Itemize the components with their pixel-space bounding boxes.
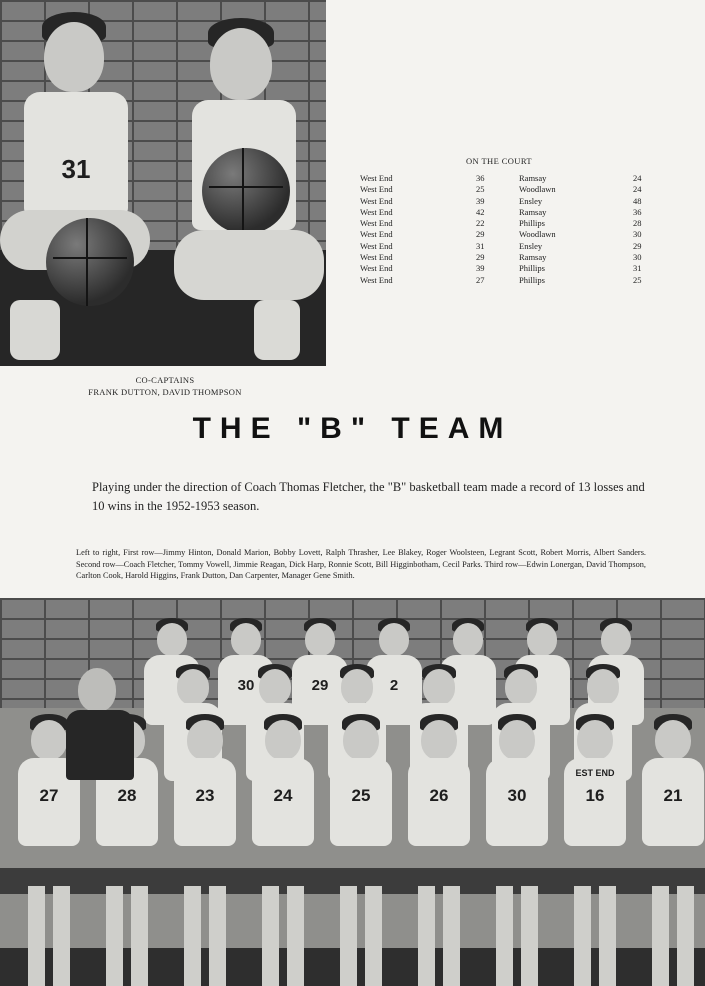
cocaptains-caption bbox=[70, 374, 260, 398]
opponent-name: Woodlawn bbox=[519, 184, 556, 195]
jersey-number: 29 bbox=[311, 677, 329, 695]
jersey-number: 27 bbox=[39, 785, 59, 805]
team-score: 29 bbox=[476, 229, 485, 240]
team-score: 39 bbox=[476, 195, 485, 206]
jersey-number: 16 bbox=[585, 785, 605, 805]
player-legs bbox=[28, 886, 70, 986]
team-score: 29 bbox=[476, 252, 485, 263]
team-player bbox=[560, 714, 632, 974]
team-score: 31 bbox=[476, 240, 485, 251]
jersey-number: 23 bbox=[195, 785, 215, 805]
opponent-score: 24 bbox=[633, 173, 642, 183]
coach-figure bbox=[66, 664, 136, 784]
team-player bbox=[404, 714, 476, 974]
opponent-name: Ramsay bbox=[519, 206, 547, 217]
score-row bbox=[360, 218, 660, 229]
score-row bbox=[360, 263, 660, 274]
score-row bbox=[360, 173, 660, 184]
opponent-name: Ramsay bbox=[519, 252, 547, 263]
cocaptains-photo bbox=[0, 0, 326, 366]
team-score: 39 bbox=[476, 263, 485, 274]
team-name: West End bbox=[360, 274, 393, 285]
team-player bbox=[482, 714, 554, 974]
jersey-number: 31 bbox=[61, 154, 91, 184]
player-legs bbox=[340, 886, 382, 986]
jersey-number: 30 bbox=[507, 785, 527, 805]
team-name: West End bbox=[360, 173, 393, 183]
opponent-name: Ensley bbox=[519, 195, 543, 206]
player-legs bbox=[496, 886, 538, 986]
team-score: 36 bbox=[476, 173, 485, 183]
opponent-name: Phillips bbox=[519, 274, 545, 285]
team-name: West End bbox=[360, 218, 393, 229]
jersey-number: 28 bbox=[117, 785, 137, 805]
score-row bbox=[360, 252, 660, 263]
score-row bbox=[360, 275, 660, 286]
team-score: 22 bbox=[476, 218, 485, 229]
team-name: West End bbox=[360, 184, 393, 195]
opponent-name: Woodlawn bbox=[519, 229, 556, 240]
scores-table bbox=[360, 173, 660, 286]
cocaptains-names: FRANK DUTTON, DAVID THOMPSON bbox=[88, 387, 242, 397]
team-name: West End bbox=[360, 240, 393, 251]
team-name: West End bbox=[360, 263, 393, 274]
opponent-score: 25 bbox=[633, 274, 642, 285]
jersey-number: 2 bbox=[389, 677, 399, 695]
opponent-score: 28 bbox=[633, 218, 642, 229]
basketball-icon bbox=[46, 218, 134, 306]
opponent-score: 48 bbox=[633, 195, 642, 206]
team-name: West End bbox=[360, 195, 393, 206]
player-legs bbox=[106, 886, 148, 986]
roster-caption: Left to right, First row—Jimmy Hinton, Donald Marion, Bobby Lovett, Ralph Thrasher, Lee Blakey, Roger Woolsteen, Legrant Scott, Robert Morris, Albert Sanders. Second row—Coach Fletcher, Tommy Vowell, Jimmie Reagan, Dick Harp, Ronnie Scott, Bill Higginbotham, Cecil Parks. Third row—Edwin Lonergan, David Thompson, Carlton Cook, Harold Higgins, Frank Dutton, Dan Carpenter, Manager Gene Smith. bbox=[76, 548, 646, 581]
opponent-score: 30 bbox=[633, 229, 642, 240]
team-name: West End bbox=[360, 252, 393, 263]
team-name: West End bbox=[360, 229, 393, 240]
score-row bbox=[360, 207, 660, 218]
team-player bbox=[170, 714, 242, 974]
basketball-icon bbox=[202, 148, 290, 234]
score-row bbox=[360, 184, 660, 195]
score-row bbox=[360, 241, 660, 252]
page-title: THE "B" TEAM bbox=[192, 412, 513, 445]
player-legs bbox=[652, 886, 694, 986]
opponent-score: 31 bbox=[633, 263, 642, 274]
team-player bbox=[248, 714, 320, 974]
intro-paragraph: Playing under the direction of Coach Thomas Fletcher, the "B" basketball team made a record of 13 losses and 10 wins in the 1952-1953 season. bbox=[92, 480, 645, 513]
jersey-number: 24 bbox=[273, 785, 293, 805]
team-score: 42 bbox=[476, 206, 485, 217]
team-name: West End bbox=[360, 206, 393, 217]
on-the-court-title: ON THE COURT bbox=[466, 156, 532, 166]
team-player bbox=[638, 714, 705, 974]
jersey-number: 26 bbox=[429, 785, 449, 805]
opponent-name: Ramsay bbox=[519, 173, 547, 183]
player-frank-dutton bbox=[0, 0, 160, 366]
team-score: 27 bbox=[476, 274, 485, 285]
player-legs bbox=[184, 886, 226, 986]
score-row bbox=[360, 196, 660, 207]
player-david-thompson bbox=[166, 0, 326, 366]
jersey-number: 21 bbox=[663, 785, 683, 805]
score-row bbox=[360, 229, 660, 240]
opponent-name: Ensley bbox=[519, 240, 543, 251]
jersey-lettering: EST END bbox=[575, 767, 615, 778]
opponent-score: 36 bbox=[633, 206, 642, 217]
team-player bbox=[326, 714, 398, 974]
player-legs bbox=[418, 886, 460, 986]
player-legs bbox=[262, 886, 304, 986]
jersey-number: 30 bbox=[237, 677, 255, 695]
opponent-score: 29 bbox=[633, 240, 642, 251]
jersey-number: 25 bbox=[351, 785, 371, 805]
opponent-name: Phillips bbox=[519, 263, 545, 274]
opponent-name: Phillips bbox=[519, 218, 545, 229]
opponent-score: 24 bbox=[633, 184, 642, 195]
team-score: 25 bbox=[476, 184, 485, 195]
opponent-score: 30 bbox=[633, 252, 642, 263]
player-legs bbox=[574, 886, 616, 986]
cocaptains-title: CO-CAPTAINS bbox=[135, 375, 195, 385]
team-photo bbox=[0, 598, 705, 986]
